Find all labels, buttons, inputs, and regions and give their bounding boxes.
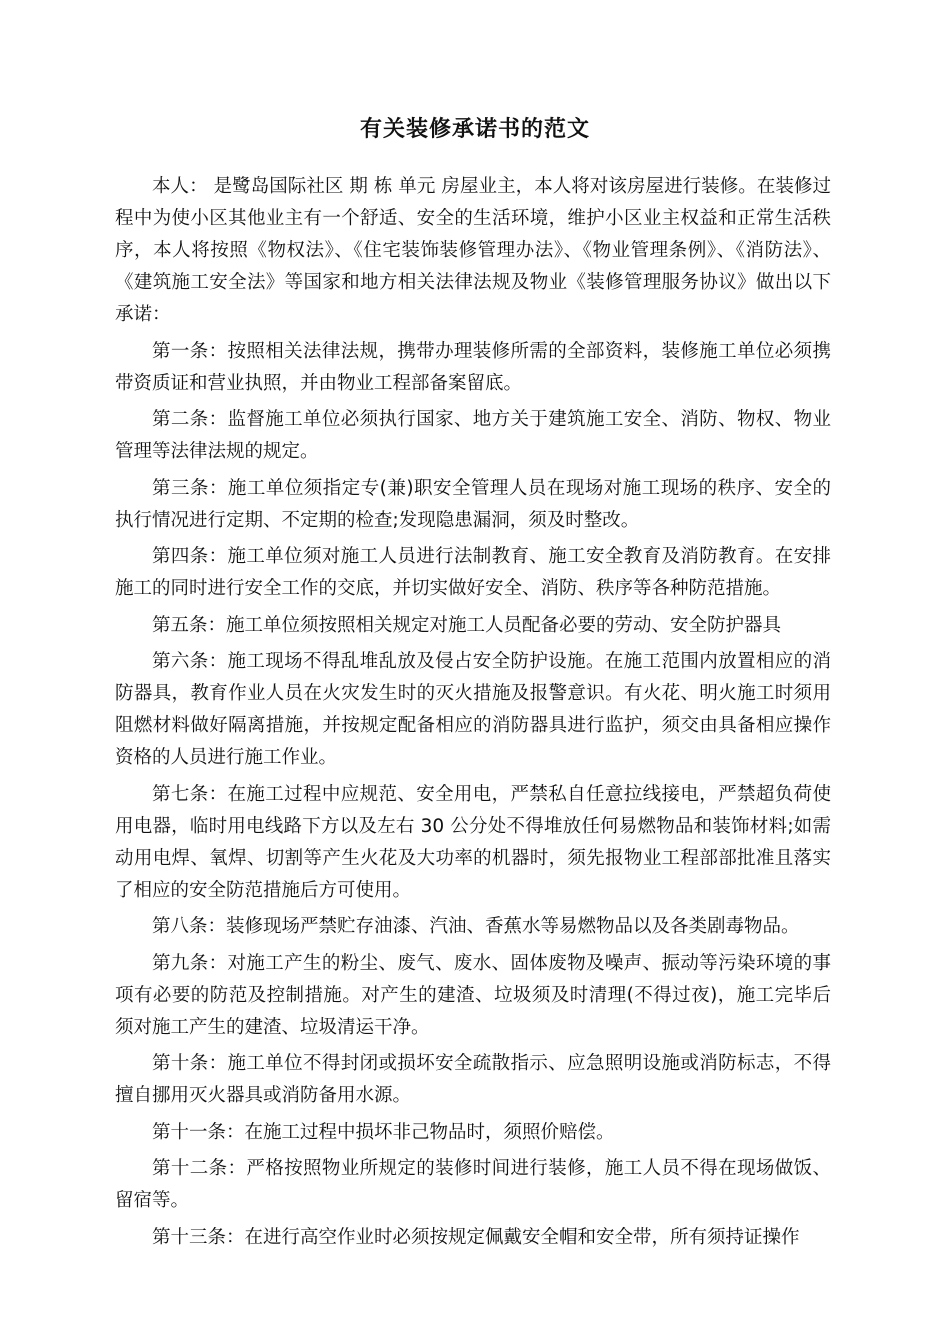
- paragraph-article-5: 第五条：施工单位须按照相关规定对施工人员配备必要的劳动、安全防护器具: [152, 614, 782, 636]
- paragraph-article-13: 第十三条：在进行高空作业时必须按规定佩戴安全帽和安全带，所有须持证操作: [152, 1226, 800, 1248]
- paragraph-article-4: 第四条：施工单位须对施工人员进行法制教育、施工安全教育及消防教育。在安排施工的同时进行安全工作的交底，并切实做好安全、消防、秩序等各种防范措施。: [115, 546, 831, 599]
- paragraph-article-10: 第十条：施工单位不得封闭或损坏安全疏散指示、应急照明设施或消防标志，不得擅自挪用灭火器具或消防备用水源。: [115, 1053, 831, 1106]
- paragraph-article-7: 第七条：在施工过程中应规范、安全用电，严禁私自任意拉线接电，严禁超负荷使用电器，临时用电线路下方以及左右 30 公分处不得堆放任何易燃物品和装饰材料;如需动用电焊、氧焊、切割等产生火花及大功率的机器时，须先报物业工程部部批准且落实了相应的安全防范措施后方可使用。: [115, 783, 831, 901]
- document-title: 有关装修承诺书的范文: [359, 117, 590, 142]
- paragraph-article-6: 第六条：施工现场不得乱堆乱放及侵占安全防护设施。在施工范围内放置相应的消防器具，教育作业人员在火灾发生时的灭火措施及报警意识。有火花、明火施工时须用阻燃材料做好隔离措施，并按规定配备相应的消防器具进行监护，须交由具备相应操作资格的人员进行施工作业。: [115, 651, 831, 768]
- paragraph-intro: 本人： 是鹭岛国际社区 期 栋 单元 房屋业主，本人将对该房屋进行装修。在装修过程中为使小区其他业主有一个舒适、安全的生活环境，维护小区业主权益和正常生活秩序，本人将按照《物权法》、《住宅装饰装修管理办法》、《物业管理条例》、《消防法》、《建筑施工安全法》等国家和地方相关法律法规及物业《装修管理服务协议》做出以下承诺：: [115, 176, 831, 325]
- paragraph-article-12: 第十二条：严格按照物业所规定的装修时间进行装修，施工人员不得在现场做饭、留宿等。: [115, 1158, 831, 1211]
- paragraph-article-1: 第一条：按照相关法律法规，携带办理装修所需的全部资料，装修施工单位必须携带资质证和营业执照，并由物业工程部备案留底。: [115, 340, 831, 394]
- document-body: [115, 171, 831, 1258]
- paragraph-article-3: 第三条：施工单位须指定专(兼)职安全管理人员在现场对施工现场的秩序、安全的执行情况进行定期、不定期的检查;发现隐患漏洞，须及时整改。: [115, 477, 831, 531]
- paragraph-article-8: 第八条：装修现场严禁贮存油漆、汽油、香蕉水等易燃物品以及各类剧毒物品。: [152, 916, 800, 937]
- paragraph-article-9: 第九条：对施工产生的粉尘、废气、废水、固体废物及噪声、振动等污染环境的事项有必要的防范及控制措施。对产生的建渣、垃圾须及时清理(不得过夜)，施工完毕后须对施工产生的建渣、垃圾清运干净。: [115, 952, 831, 1038]
- paragraph-article-2: 第二条：监督施工单位必须执行国家、地方关于建筑施工安全、消防、物权、物业管理等法律法规的规定。: [115, 409, 831, 462]
- paragraph-article-11: 第十一条：在施工过程中损坏非己物品时，须照价赔偿。: [152, 1121, 615, 1143]
